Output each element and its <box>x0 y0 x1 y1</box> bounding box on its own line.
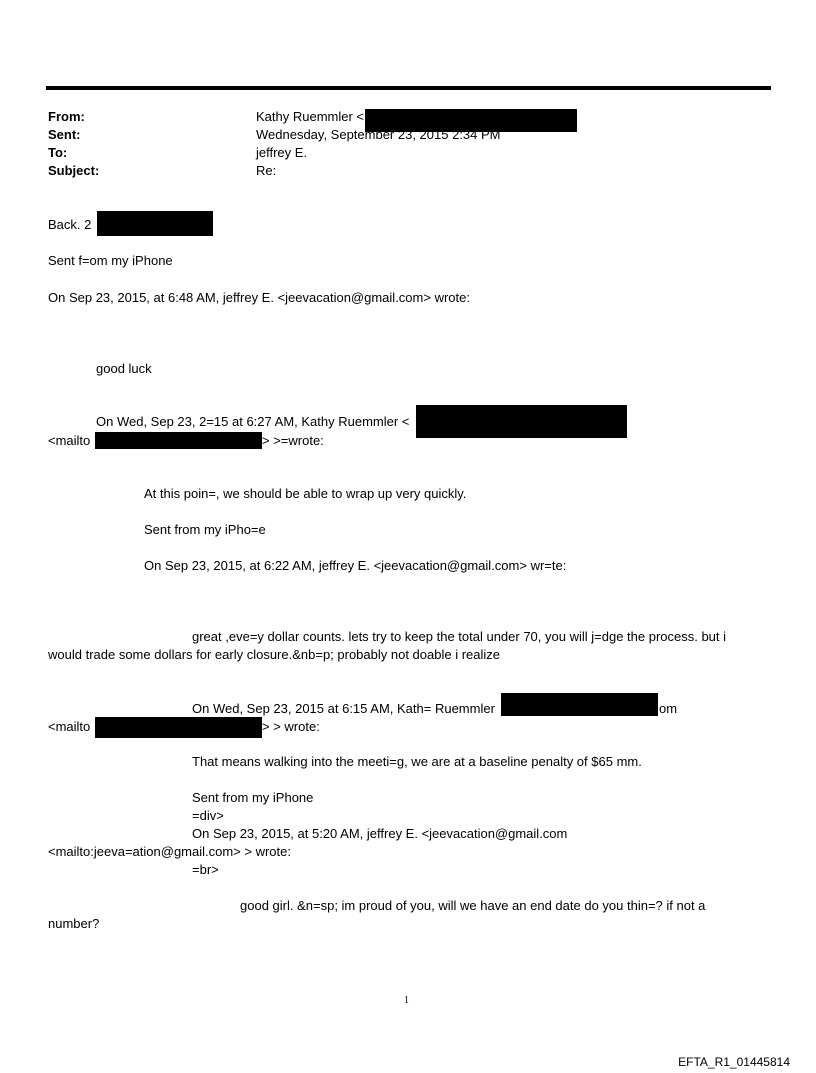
body-line: good girl. &n=sp; im proud of you, will we have an end date do you thin=? if not a <box>240 898 706 913</box>
body-line: Sent from my iPho=e <box>144 522 266 537</box>
redaction-box <box>416 405 627 438</box>
from-label: From: <box>48 109 85 124</box>
page-number: 1 <box>404 995 409 1006</box>
redaction-box <box>95 432 262 449</box>
body-line: > > wrote: <box>262 719 320 734</box>
body-line: Back. 2 <box>48 217 92 232</box>
body-line: =br> <box>192 862 219 877</box>
body-line: number? <box>48 916 100 931</box>
to-value: jeffrey E. <box>256 145 308 160</box>
body-line: om <box>659 701 678 716</box>
body-line: Sent f=om my iPhone <box>48 253 173 268</box>
body-line: =div> <box>192 808 224 823</box>
sent-value: Wednesday, September 23, 2015 2:34 PM <box>256 127 501 142</box>
body-line: On Sep 23, 2015, at 6:48 AM, jeffrey E. <jeevacation@gmail.com> wrote: <box>48 290 470 305</box>
body-line: <mailto:jeeva=ation@gmail.com> > wrote: <box>48 844 291 859</box>
body-line: <mailto <box>48 719 91 734</box>
body-line: On Sep 23, 2015, at 5:20 AM, jeffrey E. <jeevacation@gmail.com <box>192 826 568 841</box>
from-value: Kathy Ruemmler < <box>256 109 365 124</box>
body-line: Sent from my iPhone <box>192 790 314 805</box>
body-line: On Wed, Sep 23, 2015 at 6:15 AM, Kath= Ruemmler <box>192 701 495 716</box>
body-line: On Sep 23, 2015, at 6:22 AM, jeffrey E. <jeevacation@gmail.com> wr=te: <box>144 558 567 573</box>
subject-label: Subject: <box>48 163 100 178</box>
header-rule <box>46 86 771 90</box>
body-line: > >=wrote: <box>262 433 324 448</box>
bates-number: EFTA_R1_01445814 <box>678 1055 790 1069</box>
body-line: On Wed, Sep 23, 2=15 at 6:27 AM, Kathy Ruemmler < <box>96 414 410 429</box>
sent-label: Sent: <box>48 127 81 142</box>
redaction-box <box>97 211 213 236</box>
body-line: great ,eve=y dollar counts. lets try to keep the total under 70, you will j=dge the process. but i <box>192 629 727 644</box>
redaction-box <box>501 693 658 716</box>
body-line: would trade some dollars for early closure.&nb=p; probably not doable i realize <box>48 647 501 662</box>
body-line: <mailto <box>48 433 91 448</box>
body-line: good luck <box>96 361 152 376</box>
body-line: At this poin=, we should be able to wrap up very quickly. <box>144 486 467 501</box>
to-label: To: <box>48 145 68 160</box>
subject-value: Re: <box>256 163 277 178</box>
redaction-box <box>95 717 262 738</box>
body-line: That means walking into the meeti=g, we are at a baseline penalty of $65 mm. <box>192 754 642 769</box>
